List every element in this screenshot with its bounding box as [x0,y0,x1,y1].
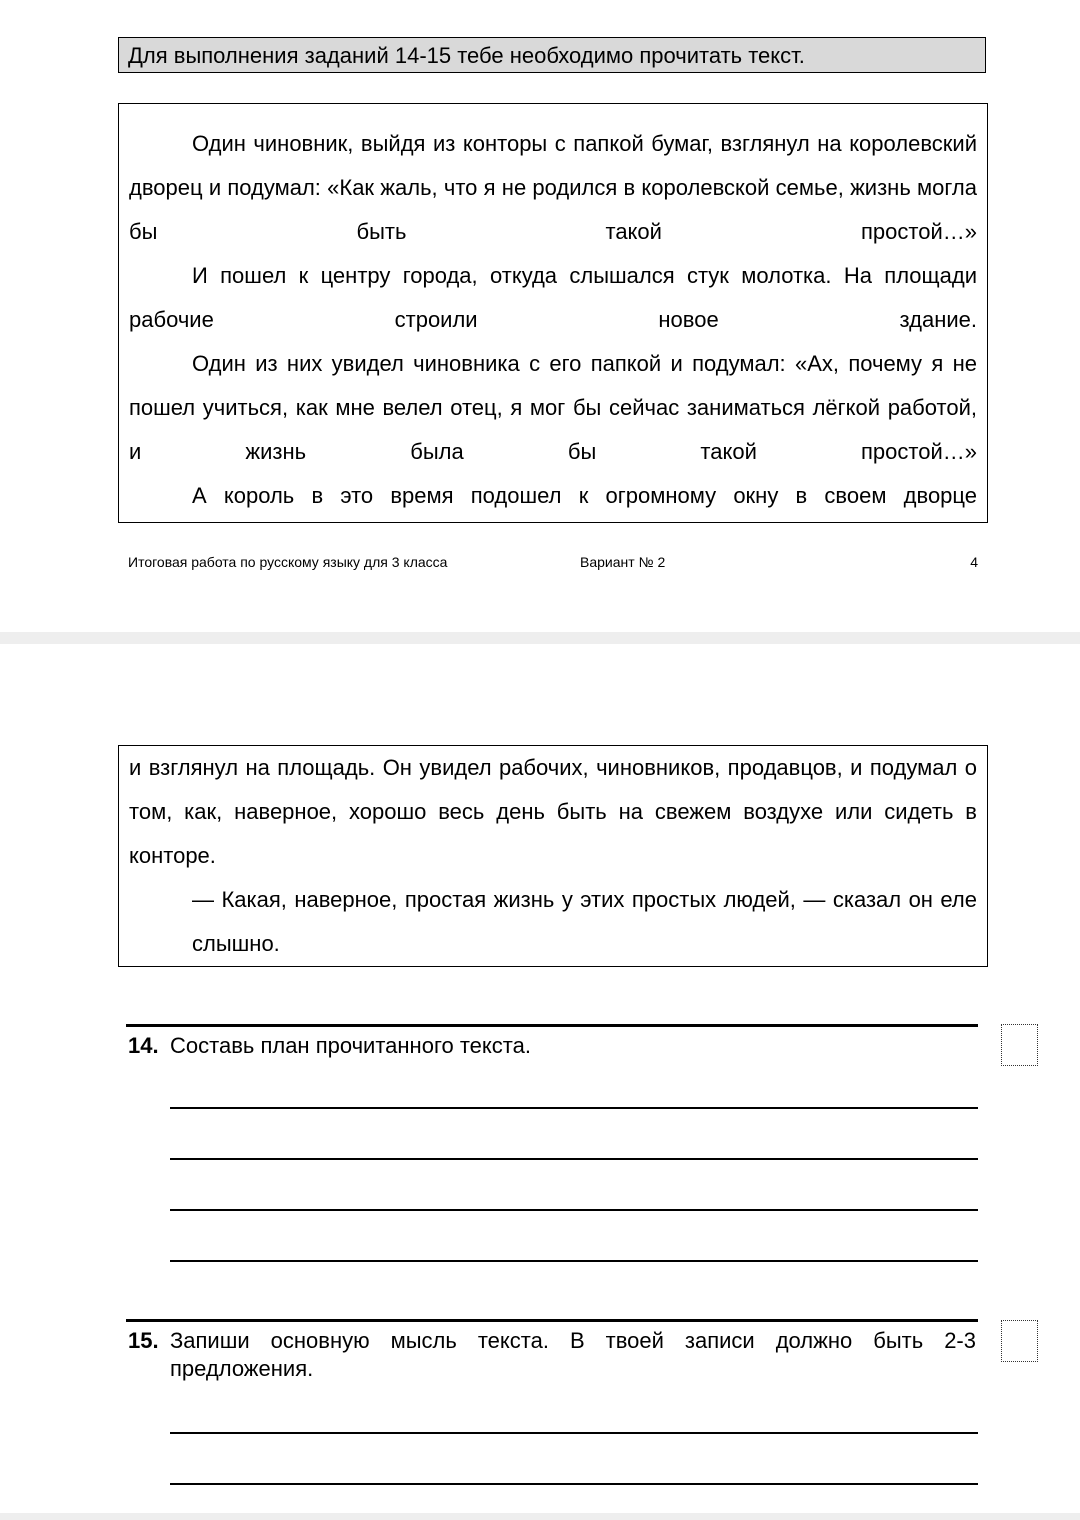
score-box[interactable] [1001,1320,1038,1362]
answer-line[interactable] [170,1158,978,1160]
paragraph: Один из них увидел чиновника с его папкой и подумал: «Ах, почему я не пошел учиться, как мне велел отец, я мог бы сейчас заниматься лёгкой работой, и жизнь была бы такой простой…» [129,351,977,464]
task-question: Запиши основную мысль текста. В твоей записи должно быть 2-3 предложения. [170,1328,976,1381]
page-footer [128,553,978,573]
score-box[interactable] [1001,1024,1038,1066]
task-14 [126,1024,978,1087]
task-instruction: Для выполнения заданий 14-15 тебе необходимо прочитать текст. [118,37,986,73]
footer-variant: Вариант № 2 [580,554,666,570]
answer-line[interactable] [170,1432,978,1434]
task-number: 15. [128,1328,159,1353]
page-separator [0,632,1080,644]
answer-line[interactable] [170,1209,978,1211]
answer-line[interactable] [170,1483,978,1485]
answer-line[interactable] [170,1260,978,1262]
paragraph: И пошел к центру города, откуда слышался стук молотка. На площади рабочие строили новое здание. [129,263,977,332]
page-number: 4 [970,554,978,570]
paragraph: — Какая, наверное, простая жизнь у этих простых людей, — сказал он еле слышно. [192,887,977,956]
task-15 [126,1319,978,1382]
footer-title: Итоговая работа по русскому языку для 3 класса [128,554,448,570]
paragraph: А король в это время подошел к огромному окну в своем дворце [192,483,977,508]
paragraph: Один чиновник, выйдя из конторы с папкой бумаг, взглянул на королевский дворец и подумал: «Как жаль, что я не родился в королевской семье, жизнь могла бы быть такой простой…» [129,131,977,244]
task-number: 14. [128,1033,159,1058]
reading-text-box-1 [118,103,988,523]
task-question: Составь план прочитанного текста. [170,1033,531,1058]
page-separator [0,1513,1080,1520]
paragraph: и взглянул на площадь. Он увидел рабочих, чиновников, продавцов, и подумал о том, как, наверное, хорошо весь день быть на свежем воздухе или сидеть в конторе. [129,755,977,868]
answer-line[interactable] [170,1107,978,1109]
reading-text-box-2 [118,745,988,967]
